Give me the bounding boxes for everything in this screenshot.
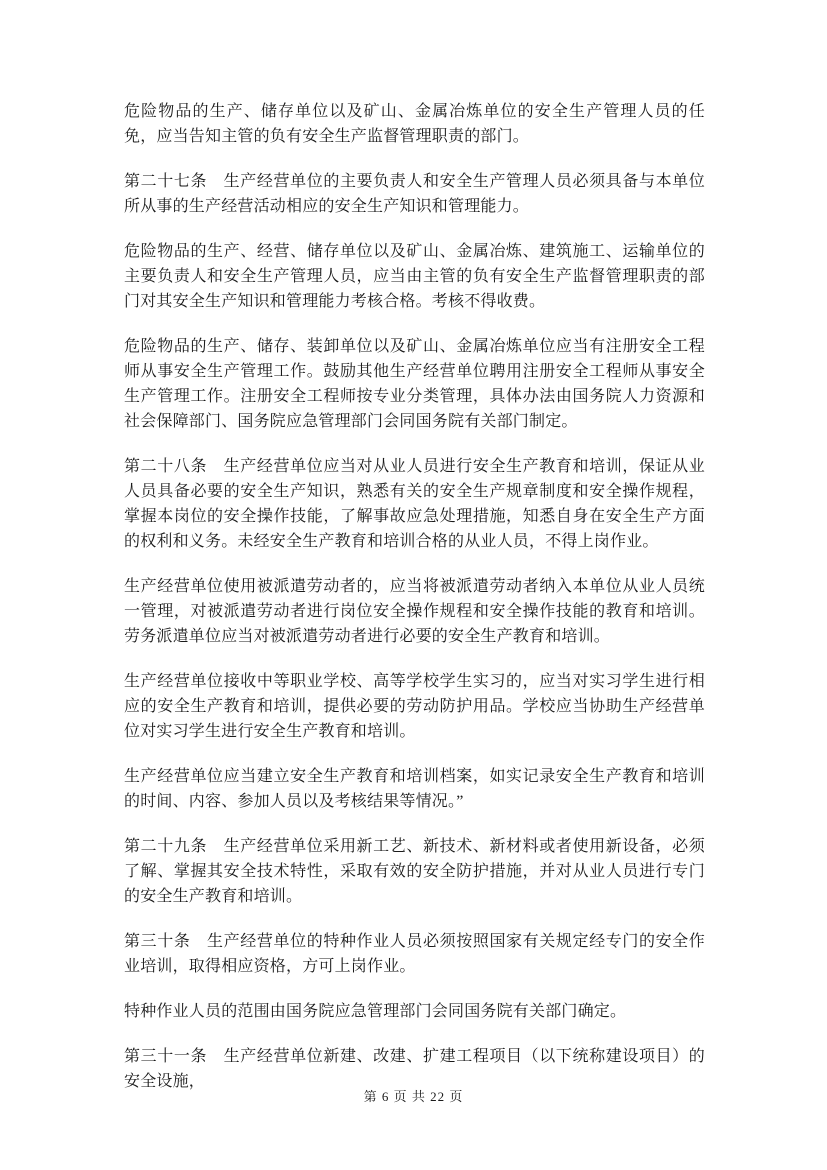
paragraph: 特种作业人员的范围由国务院应急管理部门会同国务院有关部门确定。 [124,1003,627,1020]
paragraph-article-27: 第二十七条 生产经营单位的主要负责人和安全生产管理人员必须具备与本单位所从事的生产经营活动相应的安全生产知识和管理能力。 [124,173,705,215]
paragraph: 生产经营单位应当建立安全生产教育和培训档案，如实记录安全生产教育和培训的时间、内容、参加人员以及考核结果等情况。” [124,768,705,810]
paragraph-article-31: 第三十一条 生产经营单位新建、改建、扩建工程项目（以下统称建设项目）的安全设施， [124,1048,705,1090]
paragraph: 生产经营单位使用被派遣劳动者的，应当将被派遣劳动者纳入本单位从业人员统一管理，对被派遣劳动者进行岗位安全操作规程和安全操作技能的教育和培训。劳务派遣单位应当对被派遣劳动者进行必要的安全生产教育和培训。 [124,578,705,645]
paragraph: 危险物品的生产、储存单位以及矿山、金属冶炼单位的安全生产管理人员的任免，应当告知主管的负有安全生产监督管理职责的部门。 [124,103,705,145]
paragraph-article-28: 第二十八条 生产经营单位应当对从业人员进行安全生产教育和培训，保证从业人员具备必要的安全生产知识，熟悉有关的安全生产规章制度和安全操作规程，掌握本岗位的安全操作技能，了解事故应急处理措施，知悉自身在安全生产方面的权利和义务。未经安全生产教育和培训合格的从业人员，不得上岗作业。 [124,458,705,550]
paragraph-article-29: 第二十九条 生产经营单位采用新工艺、新技术、新材料或者使用新设备，必须了解、掌握其安全技术特性，采取有效的安全防护措施，并对从业人员进行专门的安全生产教育和培训。 [124,838,705,905]
paragraph: 危险物品的生产、经营、储存单位以及矿山、金属冶炼、建筑施工、运输单位的主要负责人和安全生产管理人员，应当由主管的负有安全生产监督管理职责的部门对其安全生产知识和管理能力考核合格。考核不得收费。 [124,243,705,310]
document-body [124,99,705,1114]
paragraph: 危险物品的生产、储存、装卸单位以及矿山、金属冶炼单位应当有注册安全工程师从事安全生产管理工作。鼓励其他生产经营单位聘用注册安全工程师从事安全生产管理工作。注册安全工程师按专业分类管理，具体办法由国务院人力资源和社会保障部门、国务院应急管理部门会同国务院有关部门制定。 [124,338,705,430]
page-number-footer: 第 6 页 共 22 页 [363,1089,464,1104]
paragraph-article-30: 第三十条 生产经营单位的特种作业人员必须按照国家有关规定经专门的安全作业培训，取得相应资格，方可上岗作业。 [124,933,705,975]
paragraph: 生产经营单位接收中等职业学校、高等学校学生实习的，应当对实习学生进行相应的安全生产教育和培训，提供必要的劳动防护用品。学校应当协助生产经营单位对实习学生进行安全生产教育和培训。 [124,673,705,740]
